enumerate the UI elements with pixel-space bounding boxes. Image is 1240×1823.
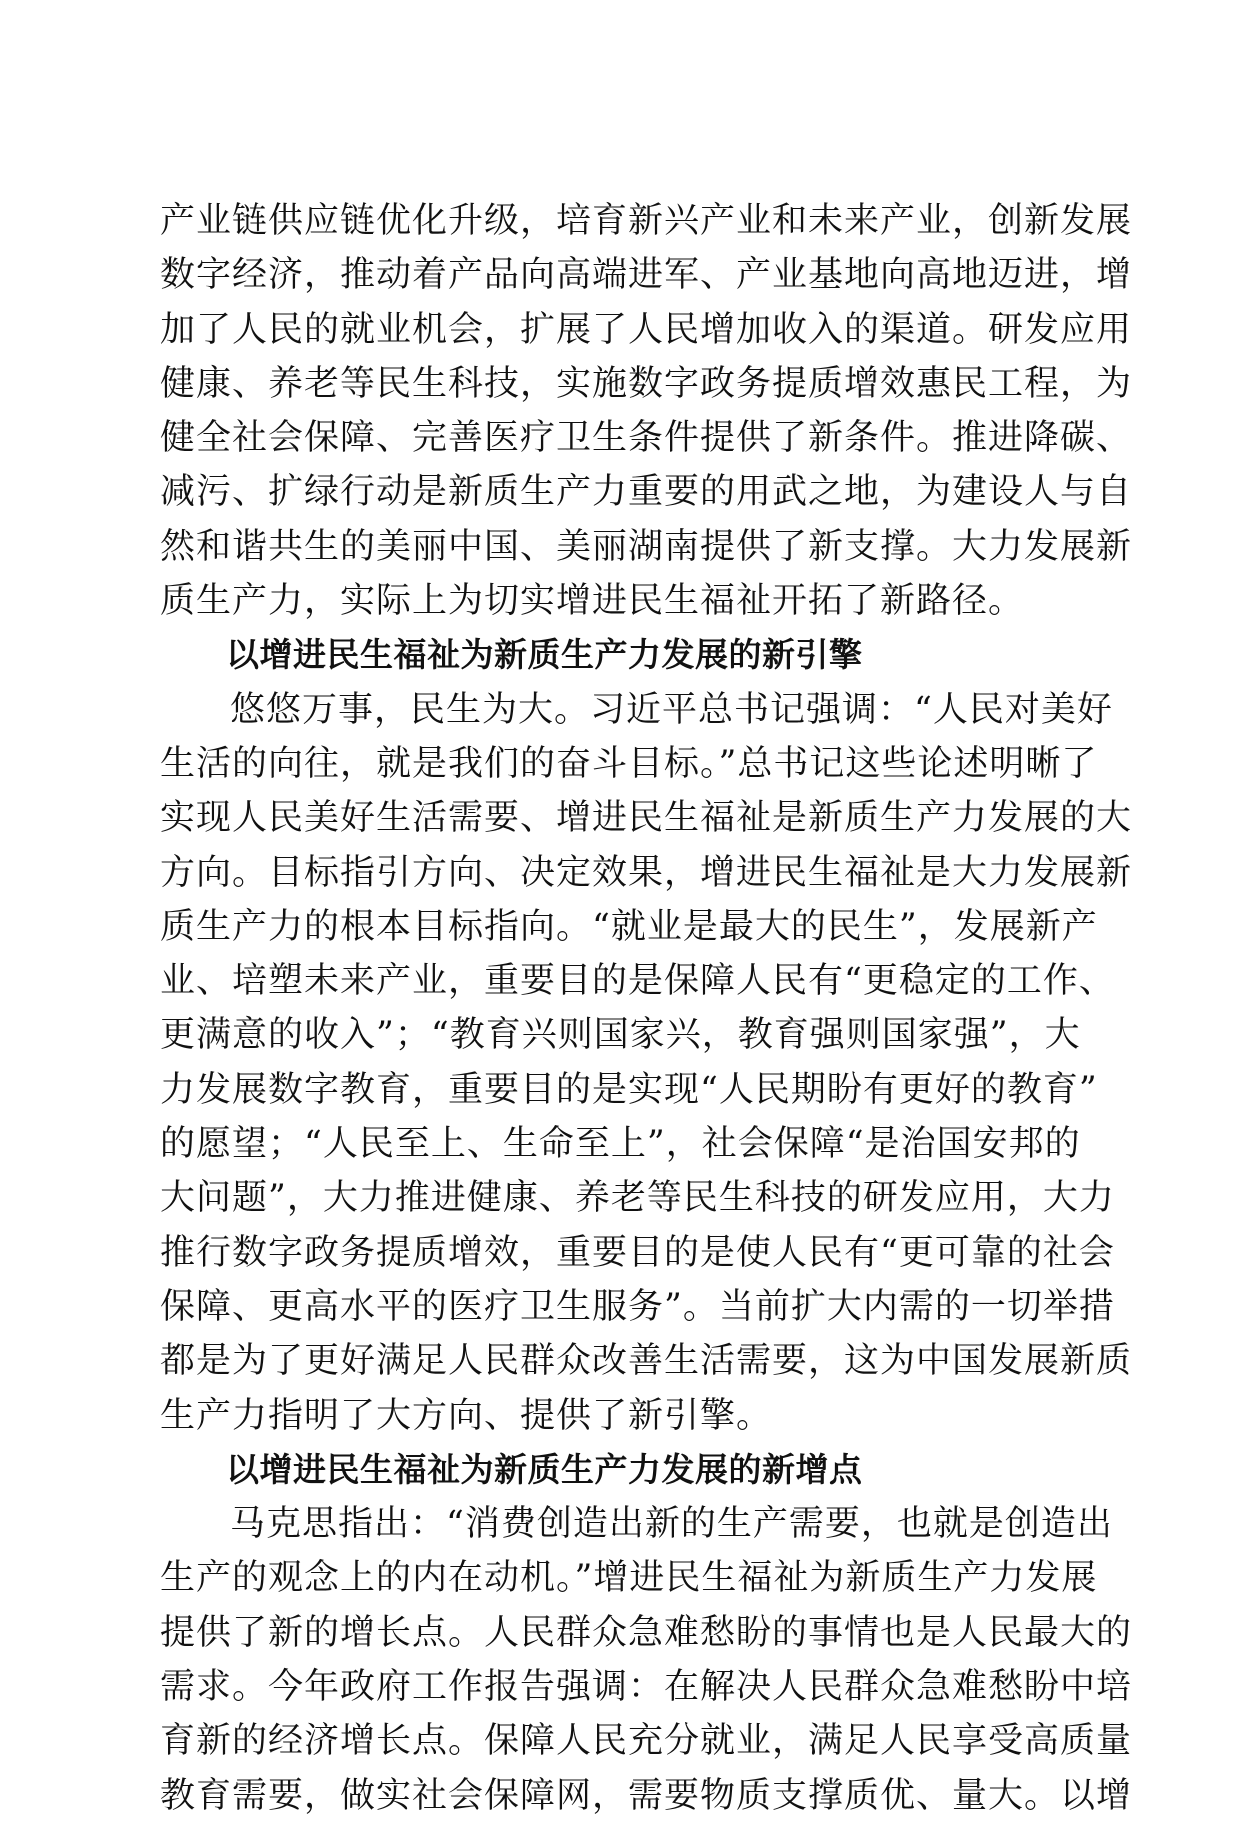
text-line: 悠悠万事，民生为大。习近平总书记强调：“人民对美好	[230, 689, 1113, 730]
text-line: 质生产力，实际上为切实增进民生福祉开拓了新路径。	[160, 581, 1025, 622]
text-line: 减污、扩绿行动是新质生产力重要的用武之地，为建设人与自	[160, 472, 1133, 513]
text-line: 力发展数字教育，重要目的是实现“人民期盼有更好的教育”	[160, 1069, 1098, 1110]
text-line: 马克思指出：“消费创造出新的生产需要，也就是创造出	[230, 1504, 1113, 1545]
text-line: 大问题”，大力推进健康、养老等民生科技的研发应用，大力	[160, 1178, 1115, 1219]
text-line: 更满意的收入”；“教育兴则国家兴，教育强则国家强”，大	[160, 1015, 1081, 1056]
text-line: 方向。目标指引方向、决定效果，增进民生福祉是大力发展新	[160, 852, 1133, 893]
text-line: 需求。今年政府工作报告强调：在解决人民群众急难愁盼中培	[160, 1667, 1133, 1708]
section-heading-new-engine: 以增进民生福祉为新质生产力发展的新引擎	[226, 635, 863, 675]
paragraph-3	[160, 1497, 1133, 1823]
text-line: 生活的向往，就是我们的奋斗目标。”总书记这些论述明晰了	[160, 743, 1098, 784]
document-page	[160, 194, 1133, 1823]
text-line: 育新的经济增长点。保障人民充分就业，满足人民享受高质量	[160, 1721, 1133, 1762]
section-heading-new-growth-point: 以增进民生福祉为新质生产力发展的新增点	[226, 1449, 863, 1489]
text-line: 都是为了更好满足人民群众改善生活需要，这为中国发展新质	[160, 1341, 1133, 1382]
text-line: 的愿望；“人民至上、生命至上”，社会保障“是治国安邦的	[160, 1124, 1081, 1165]
text-line: 保障、更高水平的医疗卫生服务”。当前扩大内需的一切举措	[160, 1286, 1115, 1327]
text-line: 生产力指明了大方向、提供了新引擎。	[160, 1395, 773, 1436]
text-line: 加了人民的就业机会，扩展了人民增加收入的渠道。研发应用	[160, 309, 1133, 350]
text-line: 健康、养老等民生科技，实施数字政务提质增效惠民工程，为	[160, 363, 1133, 404]
text-line: 产业链供应链优化升级，培育新兴产业和未来产业，创新发展	[160, 201, 1133, 241]
paragraph-1	[160, 194, 1133, 628]
text-line: 质生产力的根本目标指向。“就业是最大的民生”，发展新产	[160, 906, 1098, 947]
text-line: 业、培塑未来产业，重要目的是保障人民有“更稳定的工作、	[160, 961, 1115, 1002]
text-line: 数字经济，推动着产品向高端进军、产业基地向高地迈进，增	[160, 255, 1133, 296]
text-line: 然和谐共生的美丽中国、美丽湖南提供了新支撑。大力发展新	[160, 526, 1133, 567]
text-line: 实现人民美好生活需要、增进民生福祉是新质生产力发展的大	[160, 798, 1133, 839]
text-line: 生产的观念上的内在动机。”增进民生福祉为新质生产力发展	[160, 1558, 1098, 1599]
text-line: 教育需要，做实社会保障网，需要物质支撑质优、量大。以增	[160, 1775, 1133, 1816]
text-line: 健全社会保障、完善医疗卫生条件提供了新条件。推进降碳、	[160, 418, 1133, 459]
text-line: 推行数字政务提质增效，重要目的是使人民有“更可靠的社会	[160, 1232, 1115, 1273]
paragraph-2	[160, 683, 1133, 1443]
text-line: 提供了新的增长点。人民群众急难愁盼的事情也是人民最大的	[160, 1612, 1133, 1653]
